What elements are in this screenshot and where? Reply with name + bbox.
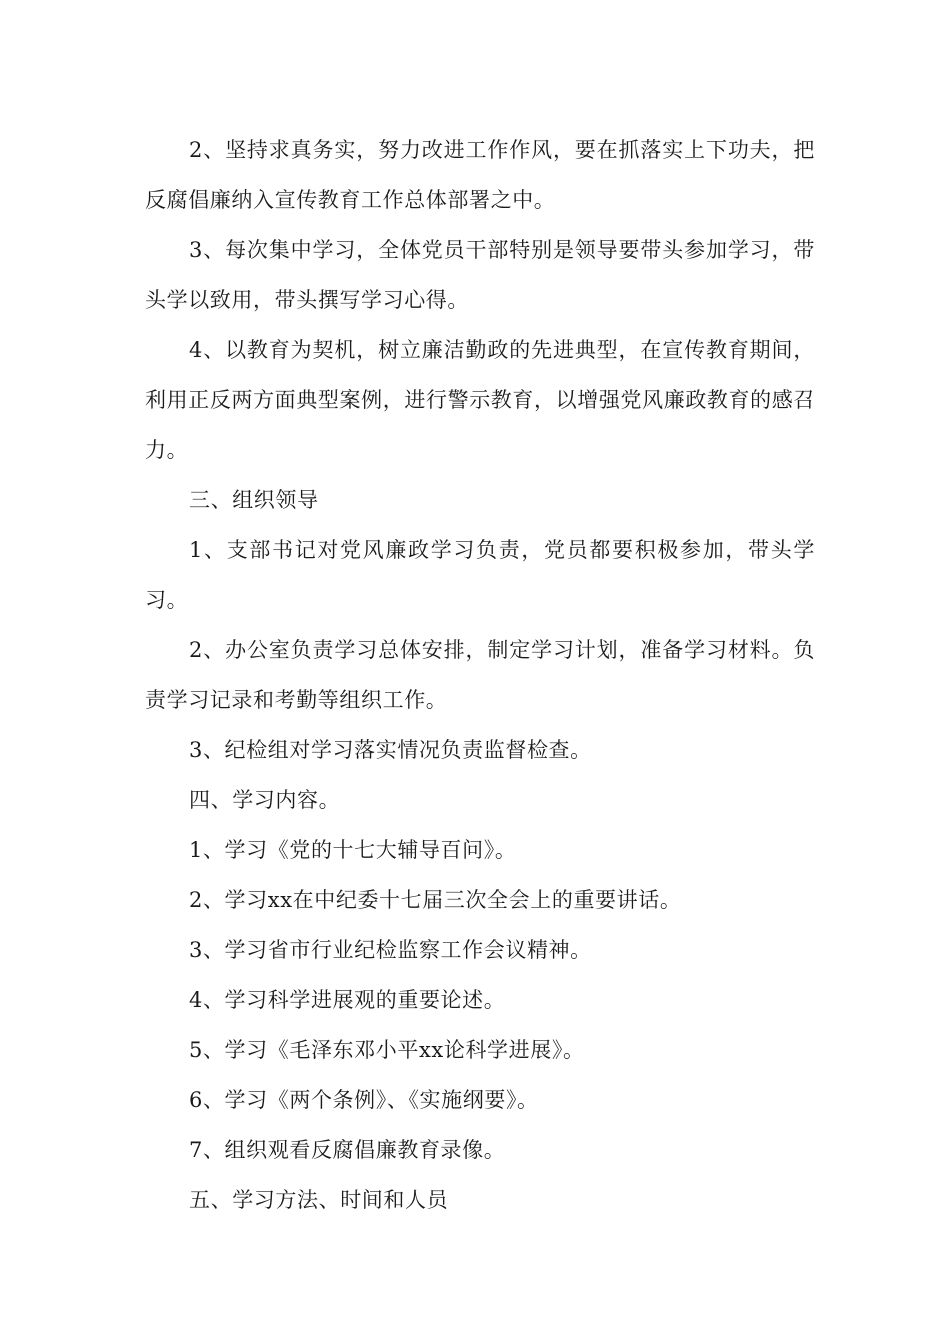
list-item: 7、组织观看反腐倡廉教育录像。 [189, 1138, 506, 1162]
document-body [145, 125, 815, 1225]
list-item: 1、学习《党的十七大辅导百问》。 [189, 838, 517, 862]
list-item: 2、学习xx在中纪委十七届三次全会上的重要讲话。 [189, 888, 682, 912]
paragraph: 3、每次集中学习，全体党员干部特别是领导要带头参加学习，带头学以致用，带头撰写学习心得。 [145, 238, 815, 312]
paragraph: 4、以教育为契机，树立廉洁勤政的先进典型，在宣传教育期间，利用正反两方面典型案例，进行警示教育，以增强党风廉政教育的感召力。 [145, 338, 815, 462]
paragraph: 2、坚持求真务实，努力改进工作作风，要在抓落实上下功夫，把反腐倡廉纳入宣传教育工作总体部署之中。 [145, 138, 815, 212]
list-item: 6、学习《两个条例》、《实施纲要》。 [189, 1088, 539, 1112]
section-heading: 五、学习方法、时间和人员 [189, 1188, 449, 1212]
paragraph: 1、支部书记对党风廉政学习负责，党员都要积极参加，带头学习。 [145, 538, 815, 612]
paragraph: 3、纪检组对学习落实情况负责监督检查。 [189, 738, 592, 762]
list-item: 4、学习科学进展观的重要论述。 [189, 988, 506, 1012]
paragraph: 2、办公室负责学习总体安排，制定学习计划，准备学习材料。负责学习记录和考勤等组织工作。 [145, 638, 815, 712]
list-item: 5、学习《毛泽东邓小平xx论科学进展》。 [189, 1038, 585, 1062]
section-heading: 四、学习内容。 [189, 788, 341, 812]
list-item: 3、学习省市行业纪检监察工作会议精神。 [189, 938, 592, 962]
section-heading: 三、组织领导 [189, 488, 319, 512]
